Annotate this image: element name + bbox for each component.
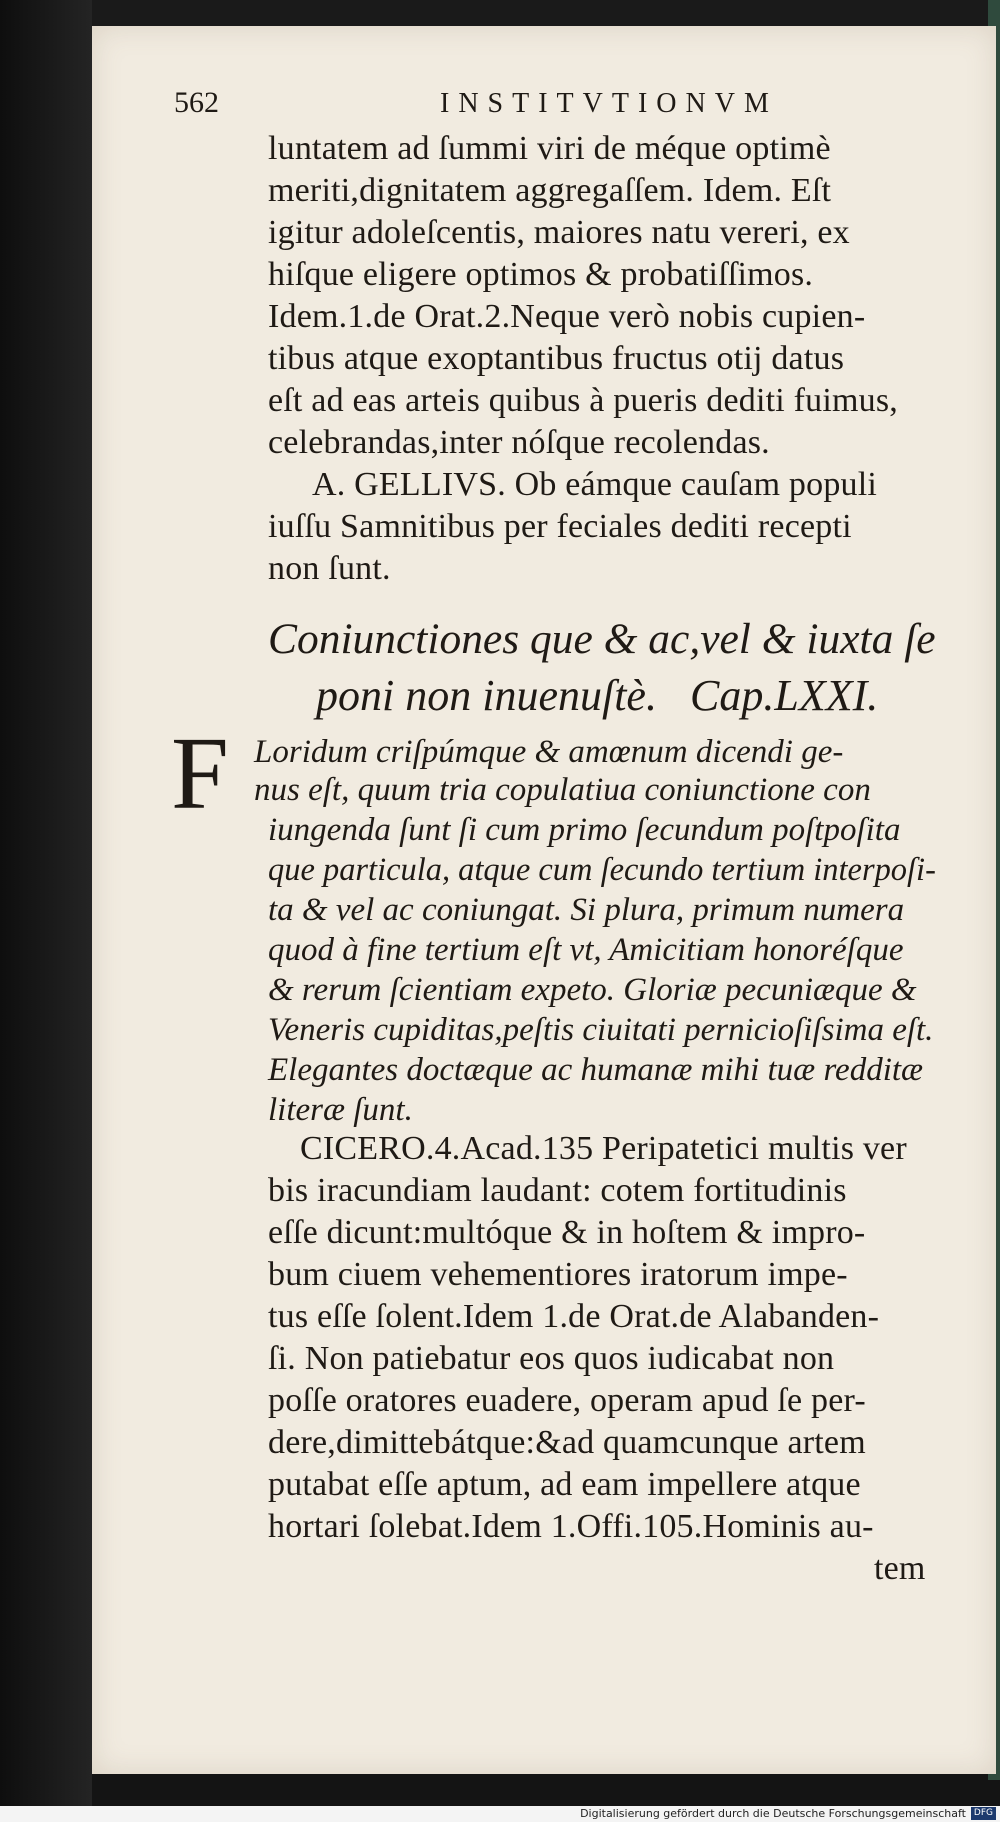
chapter-heading-line-1: Coniunctiones que & ac,vel & iuxta ſe xyxy=(268,615,936,663)
text-line: hiſque eligere optimos & probatiſſimos. xyxy=(268,256,814,293)
running-title: INSTITVTIONVM xyxy=(440,88,778,119)
text-line: celebrandas,inter nóſque recolendas. xyxy=(268,424,770,461)
italic-line: Veneris cupiditas,peſtis ciuitati pernicioſiſsima eſt. xyxy=(268,1012,934,1048)
italic-line: ta & vel ac coniungat. Si plura, primum numera xyxy=(268,892,905,928)
page-number: 562 xyxy=(174,86,219,119)
text-line: tibus atque exoptantibus fructus otij datus xyxy=(268,340,845,377)
italic-line: iungenda ſunt ſi cum primo ſecundum poſtpoſita xyxy=(268,812,901,848)
text-line: Idem.1.de Orat.2.Neque verò nobis cupien- xyxy=(268,298,866,335)
text-line: bis iracundiam laudant: cotem fortitudinis xyxy=(268,1172,847,1209)
chapter-number: Cap.LXXI. xyxy=(690,671,879,720)
text-line: meriti,dignitatem aggregaſſem. Idem. Eſt xyxy=(268,172,832,209)
dfg-logo: DFG xyxy=(971,1807,996,1820)
italic-line: que particula, atque cum ſecundo tertium interpoſi- xyxy=(268,852,936,888)
text-line: non ſunt. xyxy=(268,550,391,587)
text-line: igitur adoleſcentis, maiores natu vereri, ex xyxy=(268,214,850,251)
italic-line: Loridum criſpúmque & amœnum dicendi ge- xyxy=(254,734,844,770)
text-line: luntatem ad ſummi viri de méque optimè xyxy=(268,130,831,167)
italic-line: quod à fine tertium eſt vt, Amicitiam honoréſque xyxy=(268,932,904,968)
text-line: dere,dimittebátque:&ad quamcunque artem xyxy=(268,1424,866,1461)
digitization-note: Digitalisierung gefördert durch die Deutsche Forschungsgemeinschaft xyxy=(580,1807,966,1820)
italic-line: Elegantes doctæque ac humanæ mihi tuæ redditæ xyxy=(268,1052,924,1088)
text-line: putabat eſſe aptum, ad eam impellere atque xyxy=(268,1466,861,1503)
text-line: A. GELLIVS. Ob eámque cauſam populi xyxy=(312,466,878,503)
book-binding-top xyxy=(0,0,1000,26)
book-binding-left xyxy=(0,0,92,1822)
drop-cap: F xyxy=(171,716,229,831)
italic-line: nus eſt, quum tria copulatiua coniunctione con xyxy=(254,772,871,808)
text-line: iuſſu Samnitibus per feciales dediti recepti xyxy=(268,508,852,545)
text-line: CICERO.4.Acad.135 Peripatetici multis ver xyxy=(300,1130,907,1167)
text-line: eſſe dicunt:multóque & in hoſtem & impro- xyxy=(268,1214,866,1251)
text-line: eſt ad eas arteis quibus à pueris dediti fuimus, xyxy=(268,382,898,419)
italic-line: & rerum ſcientiam expeto. Gloriæ pecuniæque & xyxy=(268,972,917,1008)
chapter-heading-line-2: poni non inuenuſtè. xyxy=(316,671,657,720)
catchword: tem xyxy=(874,1550,926,1587)
text-line: ſi. Non patiebatur eos quos iudicabat non xyxy=(268,1340,835,1377)
text-line: bum ciuem vehementiores iratorum impe- xyxy=(268,1256,848,1293)
text-line: poſſe oratores euadere, operam apud ſe per- xyxy=(268,1382,866,1419)
italic-line: literæ ſunt. xyxy=(268,1092,413,1128)
text-line: tus eſſe ſolent.Idem 1.de Orat.de Alabanden- xyxy=(268,1298,880,1335)
text-line: hortari ſolebat.Idem 1.Offi.105.Hominis au- xyxy=(268,1508,874,1545)
